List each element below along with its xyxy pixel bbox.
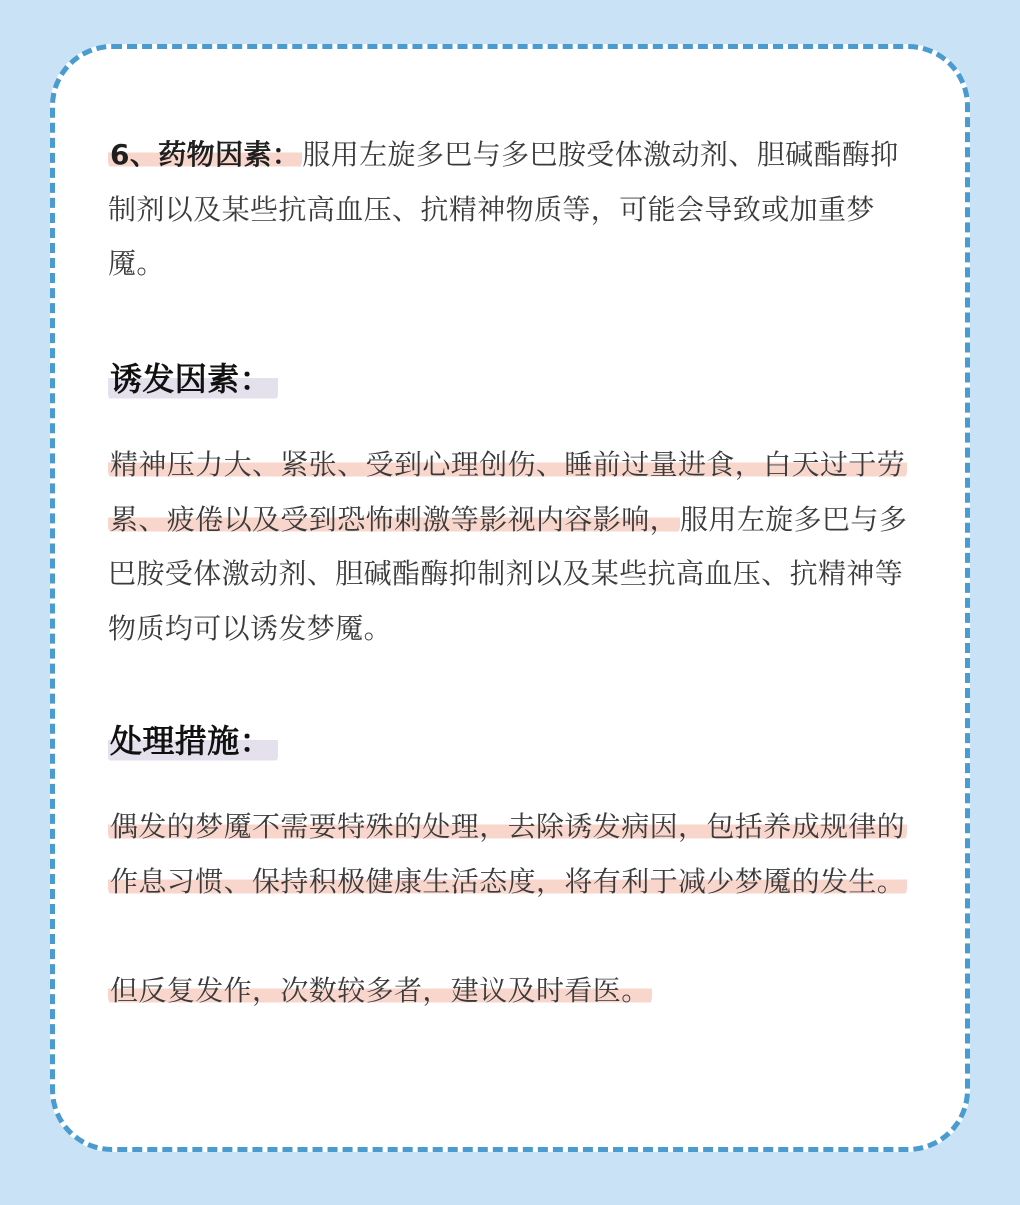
trigger-factors-text: 服用左旋多巴与多巴胺受体激动剂、胆碱酯酶抑制剂以及某些抗高血压、抗精神等物质均可以诱发梦魇。	[108, 502, 908, 645]
treatment-paragraph-2	[108, 964, 914, 1019]
trigger-factors-highlighted-text: 精神压力大、紧张、受到心理创伤、睡前过量进食，白天过于劳累、疲倦以及受到恐怖刺激等影视内容影响，	[110, 448, 906, 536]
trigger-factors-heading-wrap	[108, 354, 914, 409]
treatment-text-1: 偶发的梦魇不需要特殊的处理，去除诱发病因，包括养成规律的作息习惯、保持积极健康生活态度，将有利于减少梦魇的发生。	[110, 810, 906, 898]
trigger-factors-paragraph	[108, 438, 914, 656]
drug-factors-label: 6、药物因素：	[110, 138, 301, 171]
drug-factors-text: 服用左旋多巴与多巴胺受体激动剂、胆碱酯酶抑制剂以及某些抗高血压、抗精神物质等，可能会导致或加重梦魇。	[108, 138, 899, 280]
treatment-heading-wrap	[108, 716, 914, 771]
treatment-text-2: 但反复发作，次数较多者，建议及时看医。	[110, 974, 650, 1007]
trigger-factors-heading: 诱发因素：	[108, 356, 278, 402]
treatment-heading: 处理措施：	[108, 718, 278, 764]
drug-factors-paragraph	[108, 128, 914, 292]
treatment-paragraph-1	[108, 800, 914, 909]
